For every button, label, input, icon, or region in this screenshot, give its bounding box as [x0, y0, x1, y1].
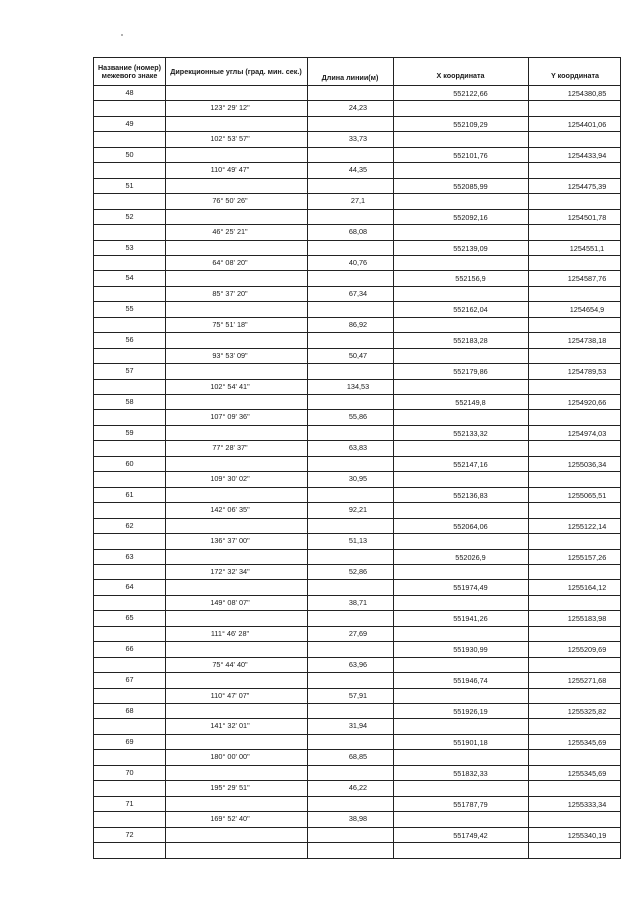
- row-divider: [94, 579, 620, 580]
- row-divider: [94, 564, 620, 565]
- direction-angle: 110° 49' 47": [210, 165, 250, 175]
- line-length: 40,76: [348, 257, 368, 267]
- line-length: 44,35: [348, 165, 368, 175]
- x-coordinate: 552147,16: [453, 459, 488, 469]
- line-length: 86,92: [348, 319, 368, 329]
- line-length: 68,08: [348, 227, 368, 237]
- header-x: X координата: [436, 70, 485, 80]
- line-length: 51,13: [348, 536, 368, 546]
- header-angle: Дирекционные углы (град. мин. сек.): [170, 66, 302, 76]
- point-number: 64: [125, 582, 134, 592]
- y-coordinate: 1254501,78: [567, 212, 607, 222]
- direction-angle: 142° 06' 35": [210, 505, 250, 515]
- point-number: 69: [125, 736, 134, 746]
- row-divider: [94, 471, 620, 472]
- row-divider: [94, 734, 620, 735]
- direction-angle: 46° 25' 21": [212, 227, 248, 237]
- point-number: 50: [125, 149, 134, 159]
- point-number: 67: [125, 675, 134, 685]
- x-coordinate: 552133,32: [453, 428, 488, 438]
- line-length: 67,34: [348, 288, 368, 298]
- direction-angle: 102° 54' 41": [210, 381, 250, 391]
- scan-speck: [121, 34, 123, 36]
- y-coordinate: 1254654,9: [569, 305, 605, 315]
- y-coordinate: 1255333,34: [567, 799, 607, 809]
- x-coordinate: 552092,16: [453, 212, 488, 222]
- point-number: 58: [125, 397, 134, 406]
- row-divider: [94, 440, 620, 441]
- x-coordinate: 551930,99: [453, 645, 488, 655]
- direction-angle: 169° 52' 40": [210, 814, 250, 824]
- direction-angle: 180° 00' 00": [210, 752, 250, 762]
- direction-angle: 85° 37' 20": [212, 288, 248, 298]
- line-length: 63,83: [348, 443, 368, 453]
- header-y: Y координата: [551, 70, 599, 80]
- line-length: 38,71: [348, 597, 368, 607]
- x-coordinate: 551787,79: [453, 799, 488, 809]
- line-length: 24,23: [348, 103, 368, 113]
- y-coordinate: 1254974,03: [567, 428, 607, 438]
- line-length: 30,95: [348, 474, 368, 484]
- y-coordinate: 1254401,06: [567, 119, 607, 129]
- direction-angle: 141° 32' 01": [210, 721, 250, 731]
- direction-angle: 75° 44' 40": [212, 659, 248, 669]
- direction-angle: 110° 47' 07": [210, 690, 250, 700]
- row-divider: [94, 147, 620, 148]
- y-coordinate: 1255036,34: [567, 459, 607, 469]
- y-coordinate: 1254789,53: [567, 367, 607, 377]
- row-divider: [94, 363, 620, 364]
- row-divider: [94, 193, 620, 194]
- y-coordinate: 1254475,39: [567, 181, 607, 191]
- point-number: 65: [125, 613, 134, 623]
- x-coordinate: 551749,42: [453, 830, 488, 840]
- row-divider: [94, 100, 620, 101]
- point-number: 59: [125, 427, 134, 437]
- point-number: 56: [125, 335, 134, 345]
- y-coordinate: 1255157,26: [567, 552, 607, 562]
- x-coordinate: 551974,49: [453, 583, 488, 593]
- point-number: 63: [125, 551, 134, 561]
- x-coordinate: 552085,99: [453, 181, 488, 191]
- header-length: Длина линии(м): [321, 72, 379, 82]
- direction-angle: 75° 51' 18": [212, 319, 248, 329]
- row-divider: [94, 703, 620, 704]
- x-coordinate: 551946,74: [453, 676, 488, 686]
- row-divider: [94, 301, 620, 302]
- row-divider: [94, 255, 620, 256]
- row-divider: [94, 549, 620, 550]
- y-coordinate: 1255122,14: [567, 521, 607, 531]
- x-coordinate: 552026,9: [455, 552, 486, 562]
- row-divider: [94, 641, 620, 642]
- row-divider: [94, 718, 620, 719]
- row-divider: [94, 765, 620, 766]
- x-coordinate: 551926,19: [453, 707, 488, 716]
- row-divider: [94, 224, 620, 225]
- row-divider: [94, 688, 620, 689]
- point-number: 55: [125, 304, 134, 314]
- row-divider: [94, 487, 620, 488]
- line-length: 46,22: [348, 783, 368, 793]
- point-number: 57: [125, 366, 134, 376]
- point-number: 72: [125, 829, 134, 839]
- y-coordinate: 1255325,82: [567, 707, 607, 716]
- row-divider: [94, 842, 620, 843]
- row-divider: [94, 610, 620, 611]
- direction-angle: 102° 53' 57": [210, 134, 250, 144]
- row-divider: [94, 85, 620, 86]
- y-coordinate: 1255164,12: [567, 583, 607, 593]
- point-number: 62: [125, 520, 134, 530]
- direction-angle: 172° 32' 34": [210, 566, 250, 576]
- row-divider: [94, 131, 620, 132]
- row-divider: [94, 518, 620, 519]
- x-coordinate: 552183,28: [453, 336, 488, 346]
- line-length: 27,1: [350, 196, 366, 206]
- row-divider: [94, 533, 620, 534]
- row-divider: [94, 811, 620, 812]
- point-number: 71: [125, 798, 134, 808]
- y-coordinate: 1255183,98: [567, 614, 607, 624]
- x-coordinate: 552179,86: [453, 367, 488, 377]
- point-number: 51: [125, 180, 134, 190]
- row-divider: [94, 749, 620, 750]
- direction-angle: 195° 29' 51": [210, 783, 250, 793]
- point-number: 68: [125, 706, 134, 715]
- row-divider: [94, 286, 620, 287]
- point-number: 54: [125, 273, 134, 283]
- row-divider: [94, 162, 620, 163]
- header-num: Название (номер) межевого знаке: [97, 62, 162, 80]
- direction-angle: 109° 30' 02": [210, 474, 250, 484]
- point-number: 52: [125, 211, 134, 221]
- direction-angle: 64° 08' 20": [212, 257, 248, 267]
- line-length: 33,73: [348, 134, 368, 144]
- y-coordinate: 1255345,69: [567, 768, 607, 778]
- row-divider: [94, 270, 620, 271]
- row-divider: [94, 409, 620, 410]
- row-divider: [94, 209, 620, 210]
- line-length: 134,53: [346, 381, 370, 391]
- coordinates-table: [93, 57, 621, 859]
- line-length: 27,69: [348, 628, 368, 638]
- line-length: 63,96: [348, 659, 368, 669]
- x-coordinate: 552122,66: [453, 89, 488, 98]
- x-coordinate: 551832,33: [453, 768, 488, 778]
- line-length: 52,86: [348, 566, 368, 576]
- point-number: 53: [125, 242, 134, 252]
- line-length: 57,91: [348, 690, 368, 700]
- x-coordinate: 552101,76: [453, 150, 488, 160]
- point-number: 60: [125, 458, 134, 468]
- x-coordinate: 551901,18: [453, 737, 488, 747]
- row-divider: [94, 332, 620, 333]
- x-coordinate: 552136,83: [453, 490, 488, 500]
- y-coordinate: 1254587,76: [567, 274, 607, 284]
- row-divider: [94, 595, 620, 596]
- x-coordinate: 552064,06: [453, 521, 488, 531]
- direction-angle: 123° 29' 12": [210, 103, 250, 113]
- direction-angle: 93° 53' 09": [212, 350, 248, 360]
- y-coordinate: 1255065,51: [567, 490, 607, 500]
- line-length: 68,85: [348, 752, 368, 762]
- row-divider: [94, 348, 620, 349]
- row-divider: [94, 657, 620, 658]
- row-divider: [94, 456, 620, 457]
- line-length: 31,94: [348, 721, 368, 731]
- row-divider: [94, 379, 620, 380]
- direction-angle: 107° 09' 36": [210, 412, 250, 422]
- y-coordinate: 1255345,69: [567, 737, 607, 747]
- x-coordinate: 552149,8: [455, 398, 486, 407]
- point-number: 66: [125, 644, 134, 654]
- direction-angle: 136° 37' 00": [210, 536, 250, 546]
- point-number: 48: [125, 88, 134, 97]
- row-divider: [94, 827, 620, 828]
- y-coordinate: 1255340,19: [567, 830, 607, 840]
- direction-angle: 111° 46' 28": [210, 628, 250, 638]
- point-number: 49: [125, 118, 134, 128]
- x-coordinate: 552109,29: [453, 119, 488, 129]
- row-divider: [94, 394, 620, 395]
- x-coordinate: 552162,04: [453, 305, 488, 315]
- direction-angle: 77° 28' 37": [212, 443, 248, 453]
- row-divider: [94, 240, 620, 241]
- y-coordinate: 1254738,18: [567, 336, 607, 346]
- y-coordinate: 1254920,66: [567, 398, 607, 407]
- line-length: 92,21: [348, 505, 368, 515]
- y-coordinate: 1254380,85: [567, 89, 607, 98]
- line-length: 50,47: [348, 350, 368, 360]
- row-divider: [94, 796, 620, 797]
- x-coordinate: 552156,9: [455, 274, 486, 284]
- y-coordinate: 1255271,68: [567, 676, 607, 686]
- direction-angle: 76° 50' 26": [212, 196, 248, 206]
- point-number: 61: [125, 489, 134, 499]
- x-coordinate: 551941,26: [453, 614, 488, 624]
- row-divider: [94, 672, 620, 673]
- row-divider: [94, 178, 620, 179]
- row-divider: [94, 626, 620, 627]
- row-divider: [94, 502, 620, 503]
- line-length: 55,86: [348, 412, 368, 422]
- direction-angle: 149° 08' 07": [210, 597, 250, 607]
- y-coordinate: 1255209,69: [567, 645, 607, 655]
- row-divider: [94, 780, 620, 781]
- row-divider: [94, 116, 620, 117]
- row-divider: [94, 317, 620, 318]
- y-coordinate: 1254551,1: [569, 243, 605, 253]
- row-divider: [94, 425, 620, 426]
- point-number: 70: [125, 767, 134, 777]
- line-length: 38,98: [348, 814, 368, 824]
- y-coordinate: 1254433,94: [567, 150, 607, 160]
- x-coordinate: 552139,09: [453, 243, 488, 253]
